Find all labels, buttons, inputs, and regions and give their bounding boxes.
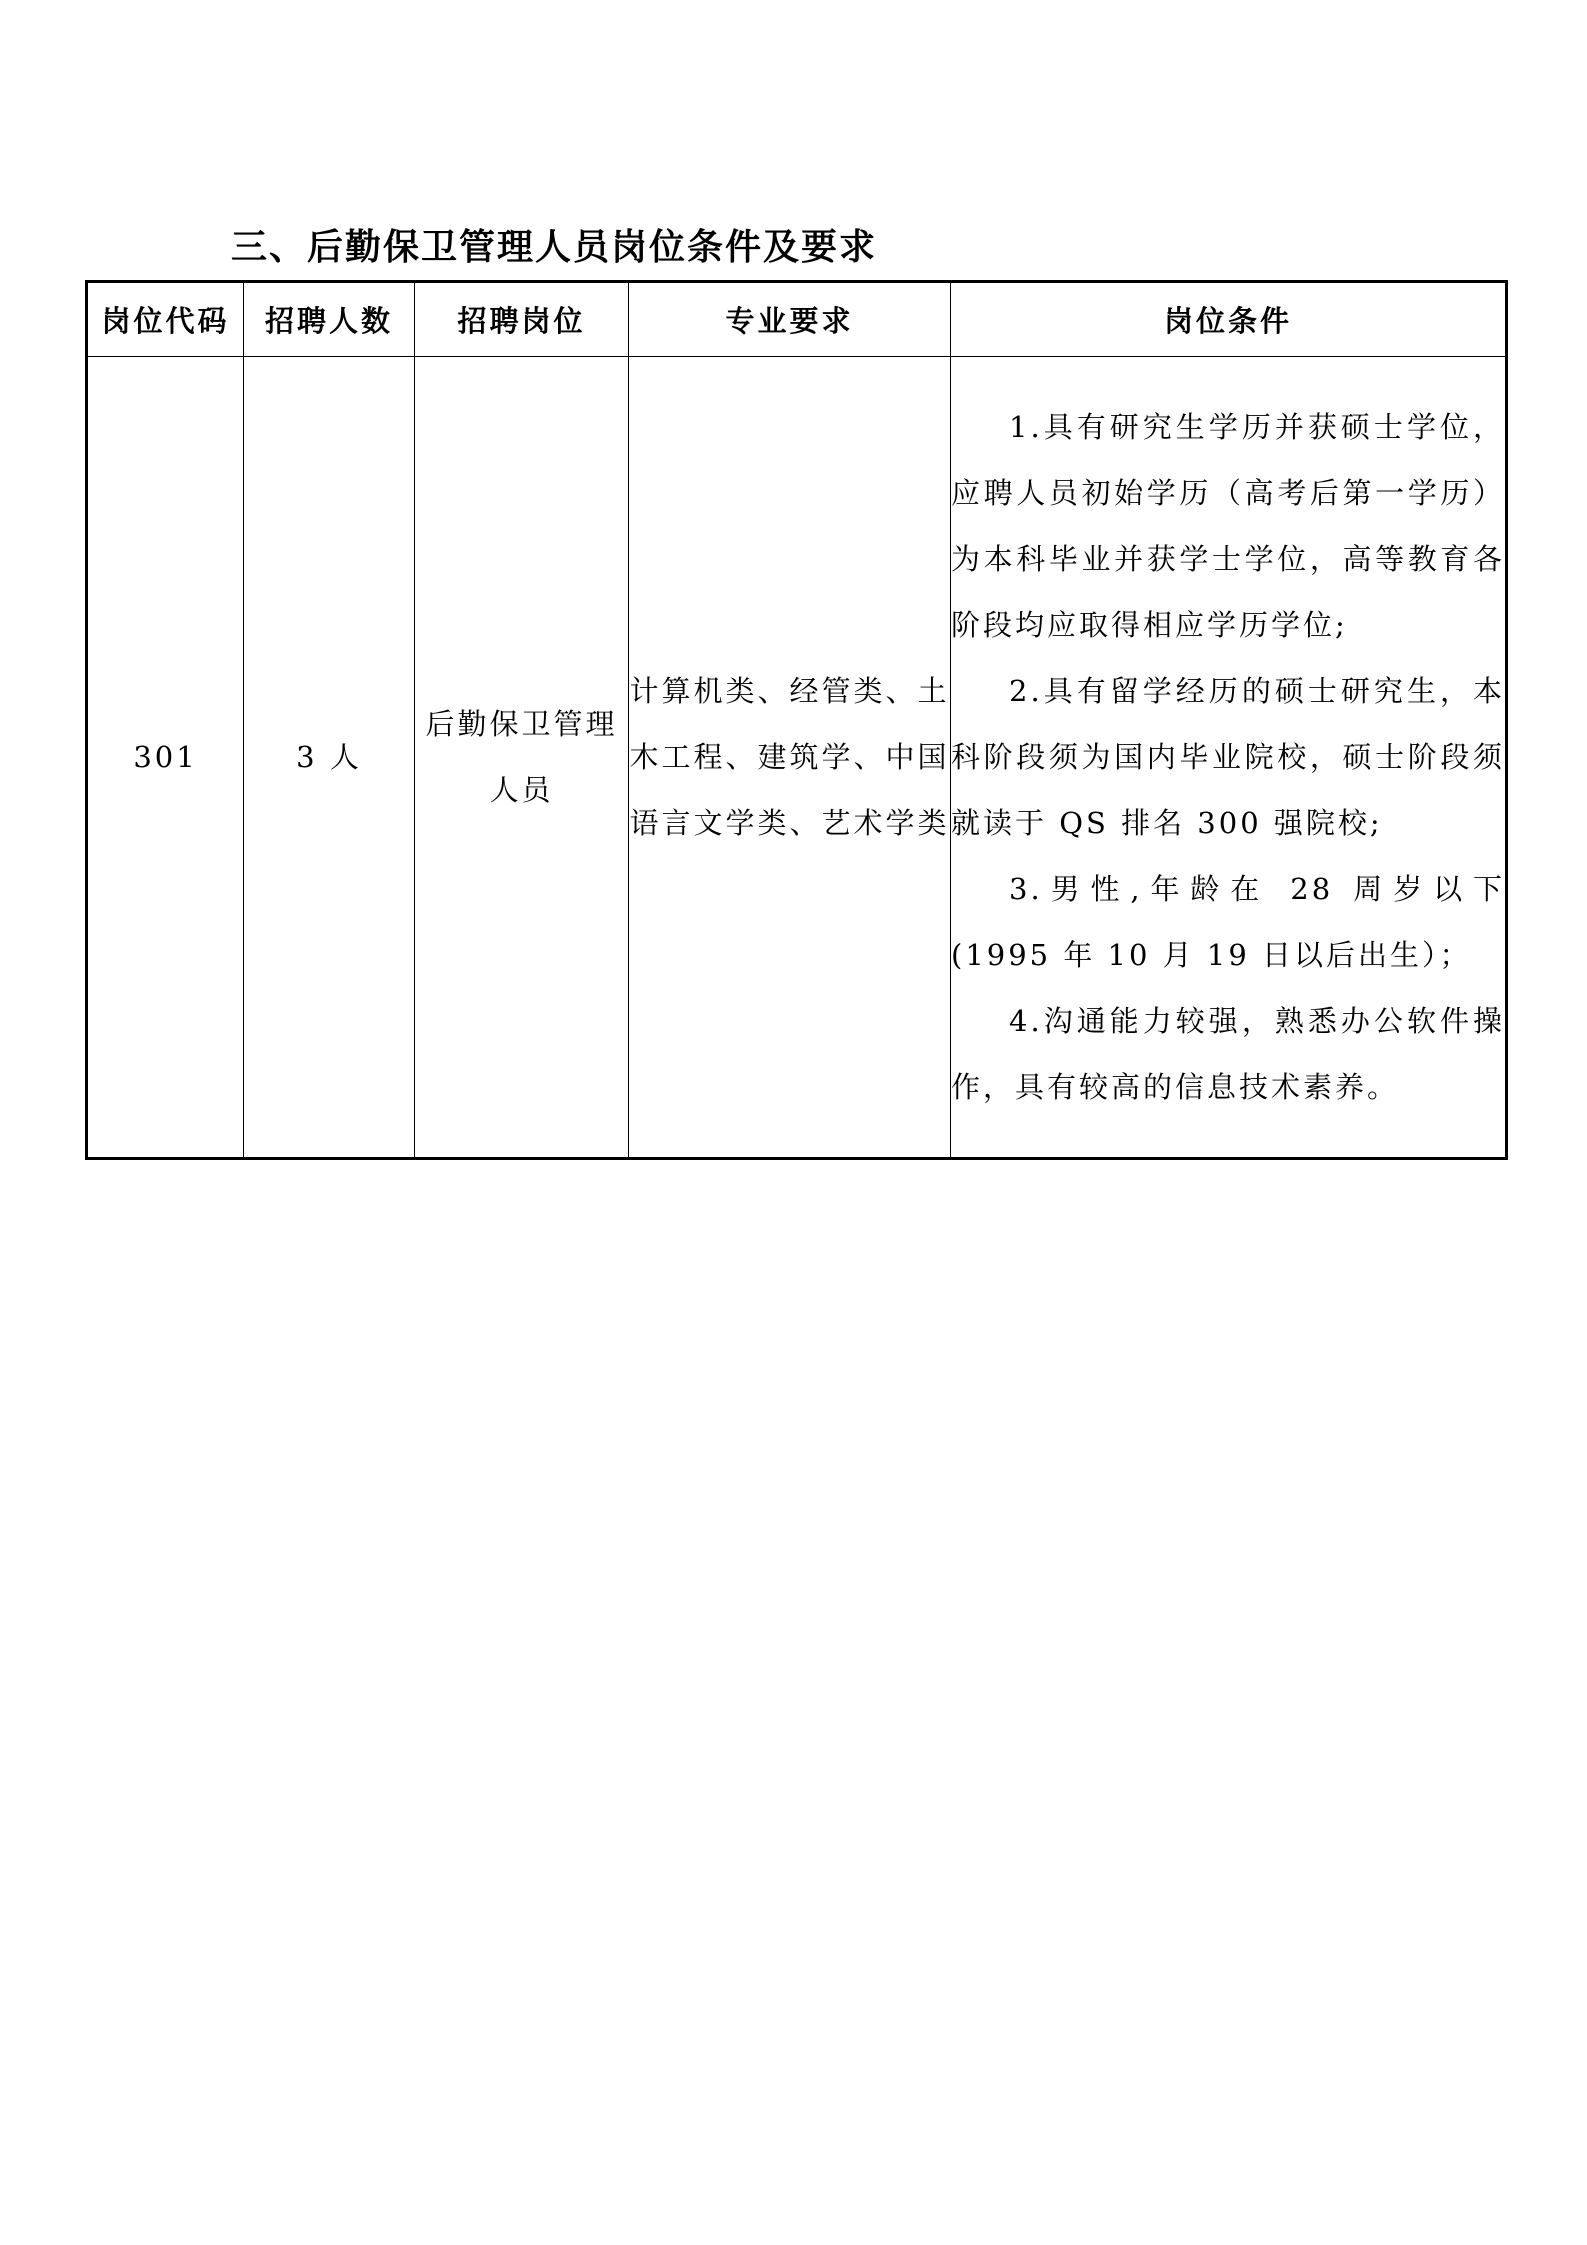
condition-item-3: 3.男性,年龄在 28 周岁以下(1995 年 10 月 19 日以后出生）； [951, 872, 1505, 972]
requirements-table [85, 280, 1508, 1160]
cell-major-requirement: 计算机类、经管类、土木工程、建筑学、中国语言文学类、艺术学类 [629, 357, 951, 1159]
cell-position-code: 301 [87, 357, 244, 1159]
cell-recruit-position: 后勤保卫管理人员 [415, 357, 629, 1159]
cell-recruit-count: 3 人 [244, 357, 415, 1159]
table-row [87, 357, 1507, 1159]
condition-item-1: 1.具有研究生学历并获硕士学位，应聘人员初始学历（高考后第一学历）为本科毕业并获学士学位，高等教育各阶段均应取得相应学历学位; [951, 410, 1505, 642]
header-position-conditions: 岗位条件 [951, 282, 1507, 357]
condition-item-2: 2.具有留学经历的硕士研究生，本科阶段须为国内毕业院校，硕士阶段须就读于 QS 排名 300 强院校; [951, 674, 1505, 840]
header-major-requirement: 专业要求 [629, 282, 951, 357]
table-header-row [87, 282, 1507, 357]
header-recruit-count: 招聘人数 [244, 282, 415, 357]
section-title: 三、后勤保卫管理人员岗位条件及要求 [231, 227, 878, 268]
header-position-code: 岗位代码 [87, 282, 244, 357]
header-recruit-position: 招聘岗位 [415, 282, 629, 357]
condition-item-4: 4.沟通能力较强，熟悉办公软件操作，具有较高的信息技术素养。 [951, 1004, 1505, 1104]
cell-position-conditions [951, 357, 1507, 1159]
